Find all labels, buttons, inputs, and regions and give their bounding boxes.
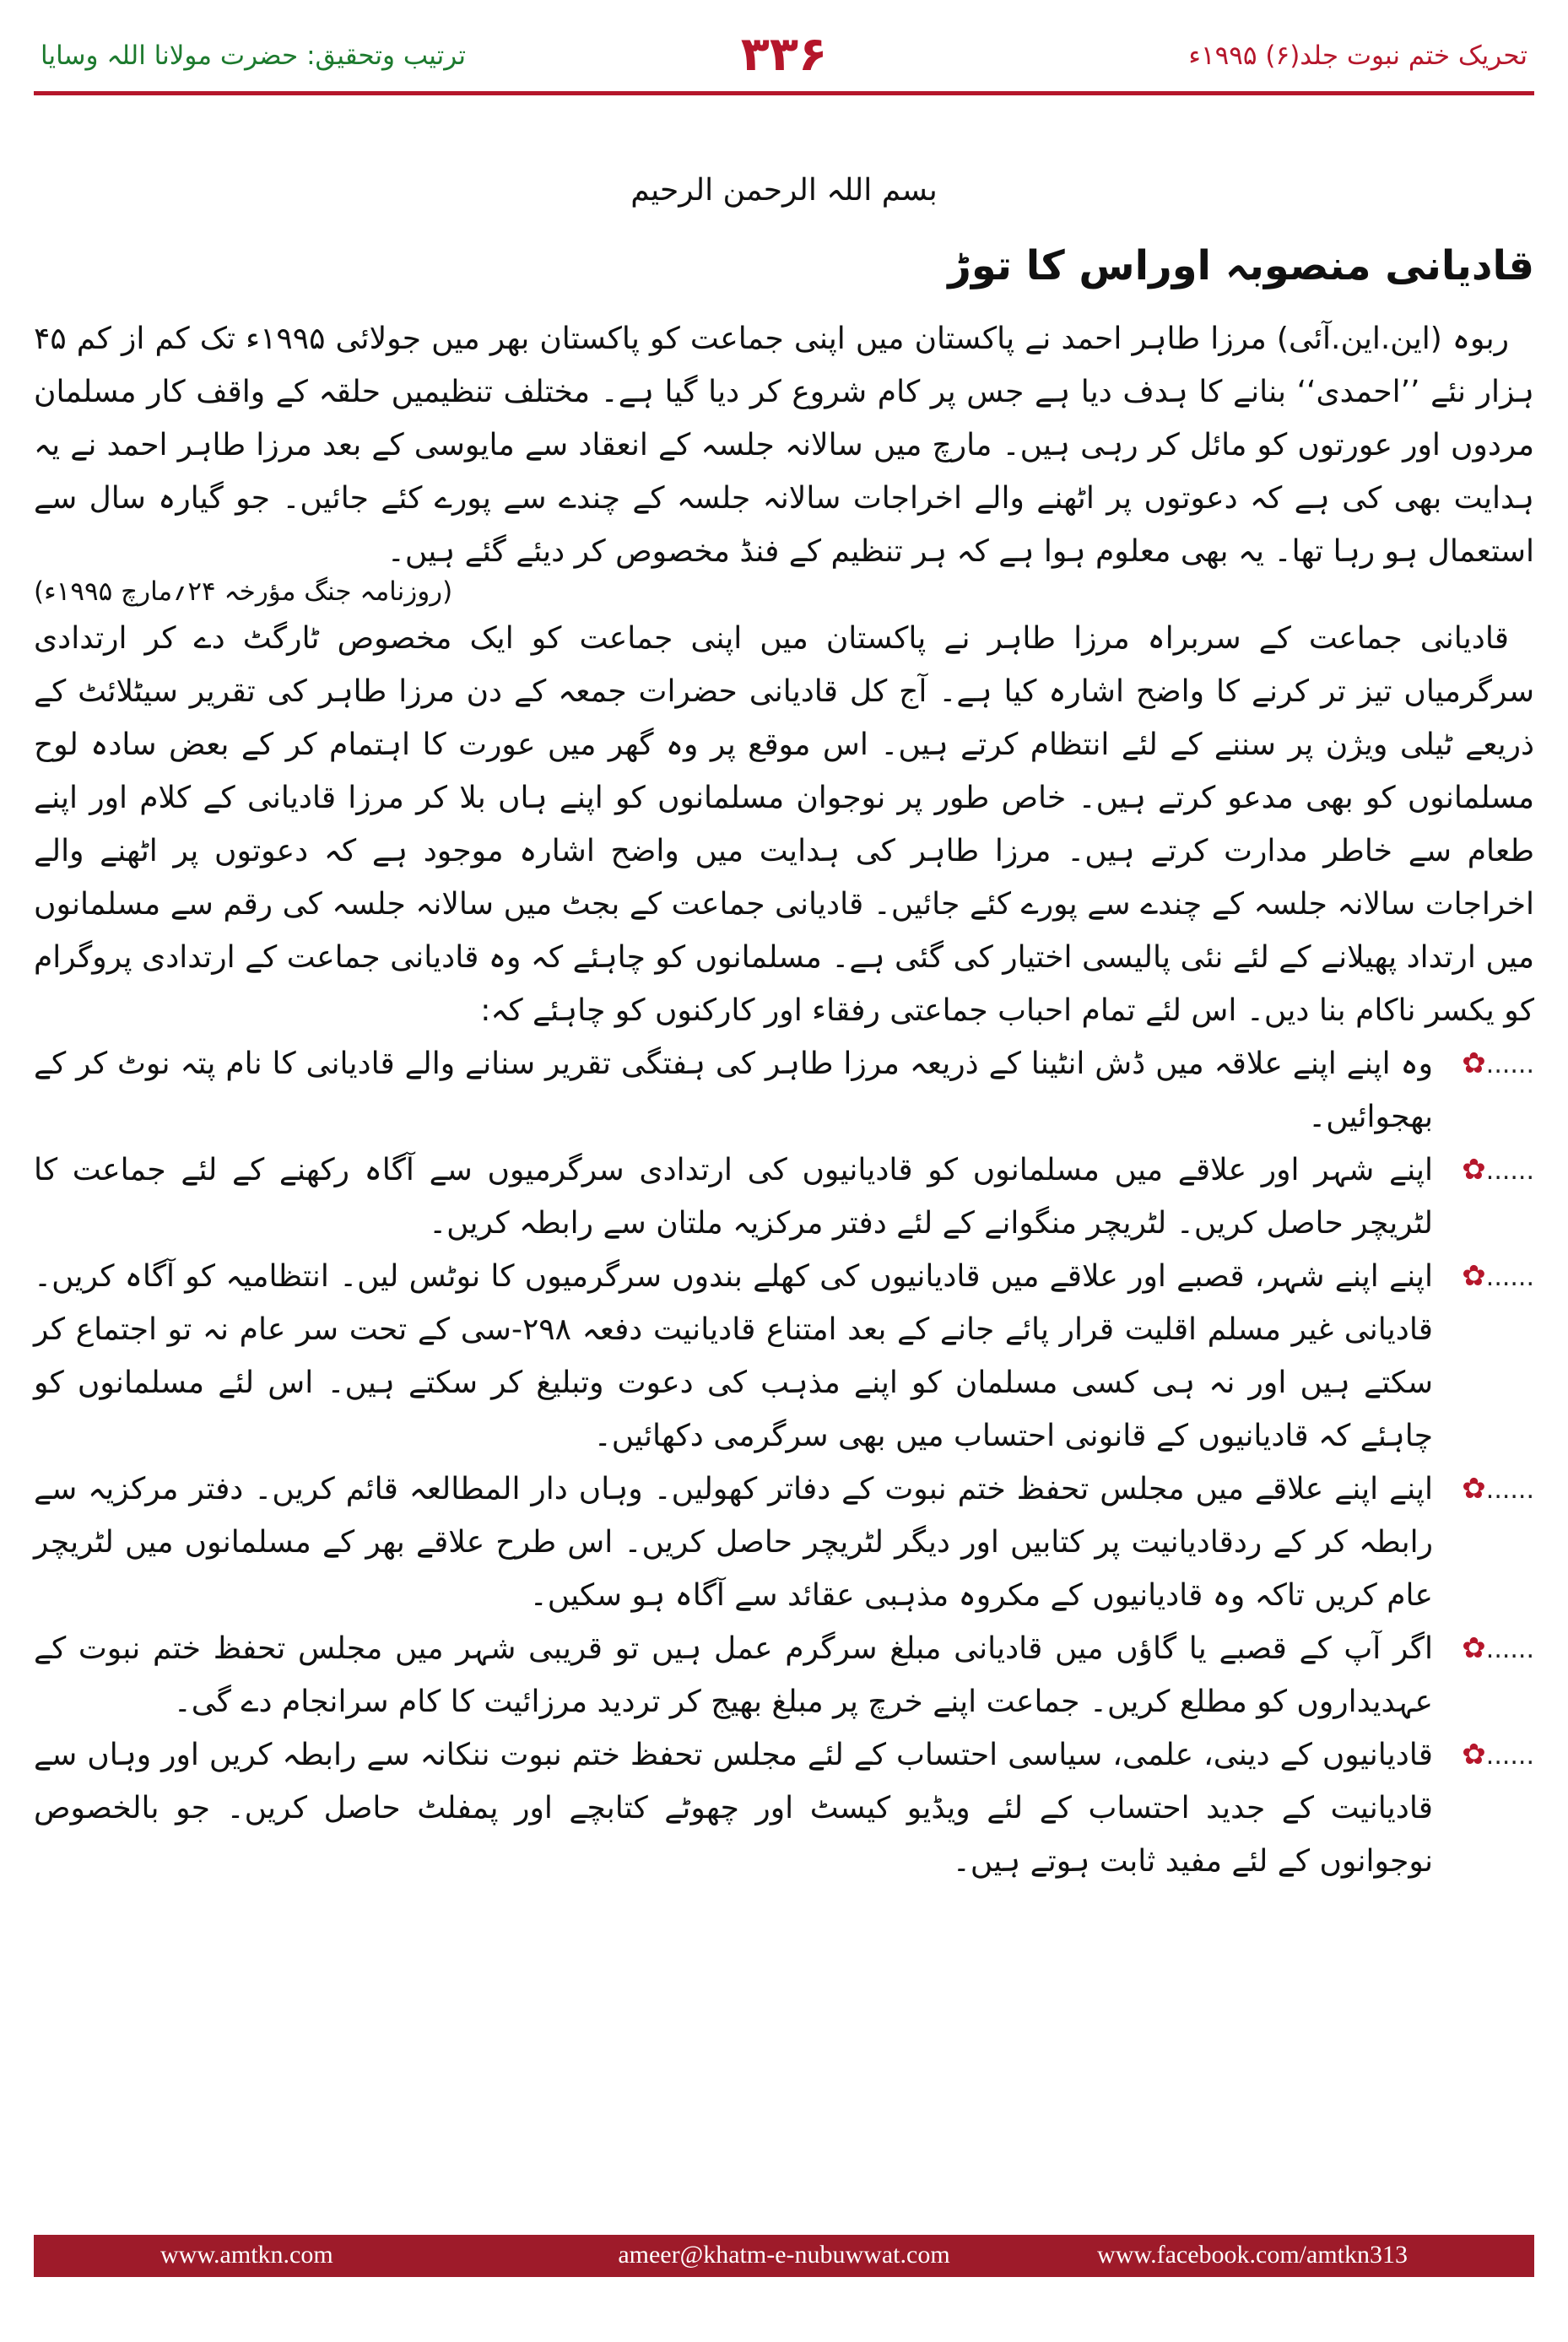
facebook-link[interactable]: www.facebook.com/amtkn313 [1097, 2241, 1408, 2269]
list-item-text: وہ اپنے اپنے علاقہ میں ڈش انٹینا کے ذریعہ مرزا طاہر کی ہفتگی تقریر سنانے والے قادیانی کا نام پتہ نوٹ کر کے بھجوائیں۔ [34, 1047, 1433, 1134]
page-number: ۳۳۶ [740, 27, 828, 82]
list-item [34, 1463, 1534, 1622]
header-book-title: تحریک ختم نبوت جلد(۶) ۱۹۹۵ء [1188, 41, 1527, 71]
article-title: قادیانی منصوبہ اوراس کا توڑ [948, 242, 1534, 289]
list-item-text: اپنے اپنے علاقے میں مجلس تحفظ ختم نبوت کے دفاتر کھولیں۔ وہاں دار المطالعہ قائم کریں۔ دفتر مرکزیہ سے رابطہ کر کے ردقادیانیت پر کتابیں اور دیگر لٹریچر حاصل کریں۔ اس طرح علاقے بھر کے مسلمانوں میں لٹریچر عام کریں تاکہ وہ قادیانیوں کے مکروہ مذہبی عقائد سے آگاہ ہو سکیں۔ [34, 1472, 1433, 1613]
action-list [34, 1037, 1534, 1888]
list-item-text: قادیانیوں کے دینی، علمی، سیاسی احتساب کے لئے مجلس تحفظ ختم نبوت ننکانہ سے رابطہ کریں اور وہاں سے قادیانیت کے جدید احتساب کے لئے ویڈیو کیسٹ اور چھوٹے کتابچے اور پمفلٹ حاصل کریں۔ جو بالخصوص نوجوانوں کے لئے مفید ثابت ہوتے ہیں۔ [34, 1738, 1433, 1879]
list-item-text: اپنے اپنے شہر، قصبے اور علاقے میں قادیانیوں کی کھلے بندوں سرگرمیوں کا نوٹس لیں۔ انتظامیہ کو آگاہ کریں۔ قادیانی غیر مسلم اقلیت قرار پائے جانے کے بعد امتناع قادیانیت دفعہ ۲۹۸-سی کے تحت سر عام نہ تو اجتماع کر سکتے ہیں اور نہ ہی کسی مسلمان کو اپنے مذہب کی دعوت وتبلیغ کر سکتے ہیں۔ اس لئے مسلمانوں کو چاہئے کہ قادیانیوں کے قانونی احتساب میں بھی سرگرمی دکھائیں۔ [34, 1259, 1433, 1453]
paragraph-1: ربوہ (این.این.آئی) مرزا طاہر احمد نے پاکستان میں اپنی جماعت کو پاکستان بھر میں جولائی ۱۹۹۵ء تک کم از کم ۴۵ ہزار نئے ’’احمدی‘‘ بنانے کا ہدف دیا ہے جس پر کام شروع کر دیا گیا ہے۔ مختلف تنظیمیں حلقہ کے واقف کار مسلمان مردوں اور عورتوں کو مائل کر رہی ہیں۔ مارچ میں سالانہ جلسہ کے انعقاد سے مایوسی کے بعد مرزا طاہر احمد نے یہ ہدایت بھی کی ہے کہ دعوتوں پر اٹھنے والے اخراجات سالانہ جلسہ کے چندے سے پورے کئے جائیں۔ جو گیارہ سال سے استعمال ہو رہا تھا۔ یہ بھی معلوم ہوا ہے کہ ہر تنظیم کے فنڈ مخصوص کر دیئے گئے ہیں۔ [34, 322, 1534, 569]
flower-bullet-icon: ✿...... [1462, 1259, 1534, 1293]
page-footer [34, 2235, 1534, 2277]
page-header [34, 15, 1534, 95]
flower-bullet-icon: ✿...... [1462, 1738, 1534, 1771]
list-item [34, 1728, 1534, 1888]
header-compiler: ترتیب وتحقیق: حضرت مولانا اللہ وسایا [41, 41, 467, 71]
bismillah: بسم اللہ الرحمن الرحیم [630, 173, 938, 208]
flower-bullet-icon: ✿...... [1462, 1472, 1534, 1506]
flower-bullet-icon: ✿...... [1462, 1631, 1534, 1665]
list-item [34, 1037, 1534, 1144]
list-item-text: اگر آپ کے قصبے یا گاؤں میں قادیانی مبلغ سرگرم عمل ہیں تو قریبی شہر میں مجلس تحفظ ختم نبوت کے عہدیداروں کو مطلع کریں۔ جماعت اپنے خرچ پر مبلغ بھیج کر تردید مرزائیت کا کام سرانجام دے گی۔ [34, 1631, 1433, 1719]
flower-bullet-icon: ✿...... [1462, 1153, 1534, 1187]
article [34, 236, 1534, 1888]
paragraph-2: قادیانی جماعت کے سربراہ مرزا طاہر نے پاکستان میں اپنی جماعت کو ایک مخصوص ٹارگٹ دے کر ارتدادی سرگرمیاں تیز تر کرنے کا واضح اشارہ کیا ہے۔ آج کل قادیانی حضرات جمعہ کے دن مرزا طاہر کی تقریر سیٹلائٹ کے ذریعے ٹیلی ویژن پر سننے کے لئے انتظام کرتے ہیں۔ اس موقع پر وہ گھر میں عورت کا اہتمام کر کے بعض سادہ لوح مسلمانوں کو بھی مدعو کرتے ہیں۔ خاص طور پر نوجوان مسلمانوں کو اپنے ہاں بلا کر مرزا قادیانی کے کلام اور اپنے طعام سے خاطر مدارت کرتے ہیں۔ مرزا طاہر کی ہدایت میں واضح اشارہ موجود ہے کہ دعوتوں پر اٹھنے والے اخراجات سالانہ جلسہ کے چندے سے پورے کئے جائیں۔ قادیانی جماعت کے بجٹ میں سالانہ جلسہ کی رقم سے مسلمانوں میں ارتداد پھیلانے کے لئے نئی پالیسی اختیار کی گئی ہے۔ مسلمانوں کو چاہئے کہ وہ قادیانی جماعت کے ارتدادی پروگرام کو یکسر ناکام بنا دیں۔ اس لئے تمام احباب جماعتی رفقاء اور کارکنوں کو چاہئے کہ: [34, 621, 1534, 1028]
flower-bullet-icon: ✿...... [1462, 1047, 1534, 1080]
list-item [34, 1250, 1534, 1463]
source-citation: (روزنامہ جنگ مؤرخہ ۲۴؍مارچ ۱۹۹۵ء) [34, 576, 453, 607]
list-item [34, 1622, 1534, 1728]
list-item-text: اپنے شہر اور علاقے میں مسلمانوں کو قادیانیوں کی ارتدادی سرگرمیوں سے آگاہ رکھنے کے لئے جماعت کا لٹریچر حاصل کریں۔ لٹریچر منگوانے کے لئے دفتر مرکزیہ ملتان سے رابطہ کریں۔ [34, 1153, 1433, 1241]
list-item [34, 1144, 1534, 1250]
website-link[interactable]: www.amtkn.com [160, 2241, 333, 2269]
email-link[interactable]: ameer@khatm-e-nubuwwat.com [618, 2241, 950, 2269]
